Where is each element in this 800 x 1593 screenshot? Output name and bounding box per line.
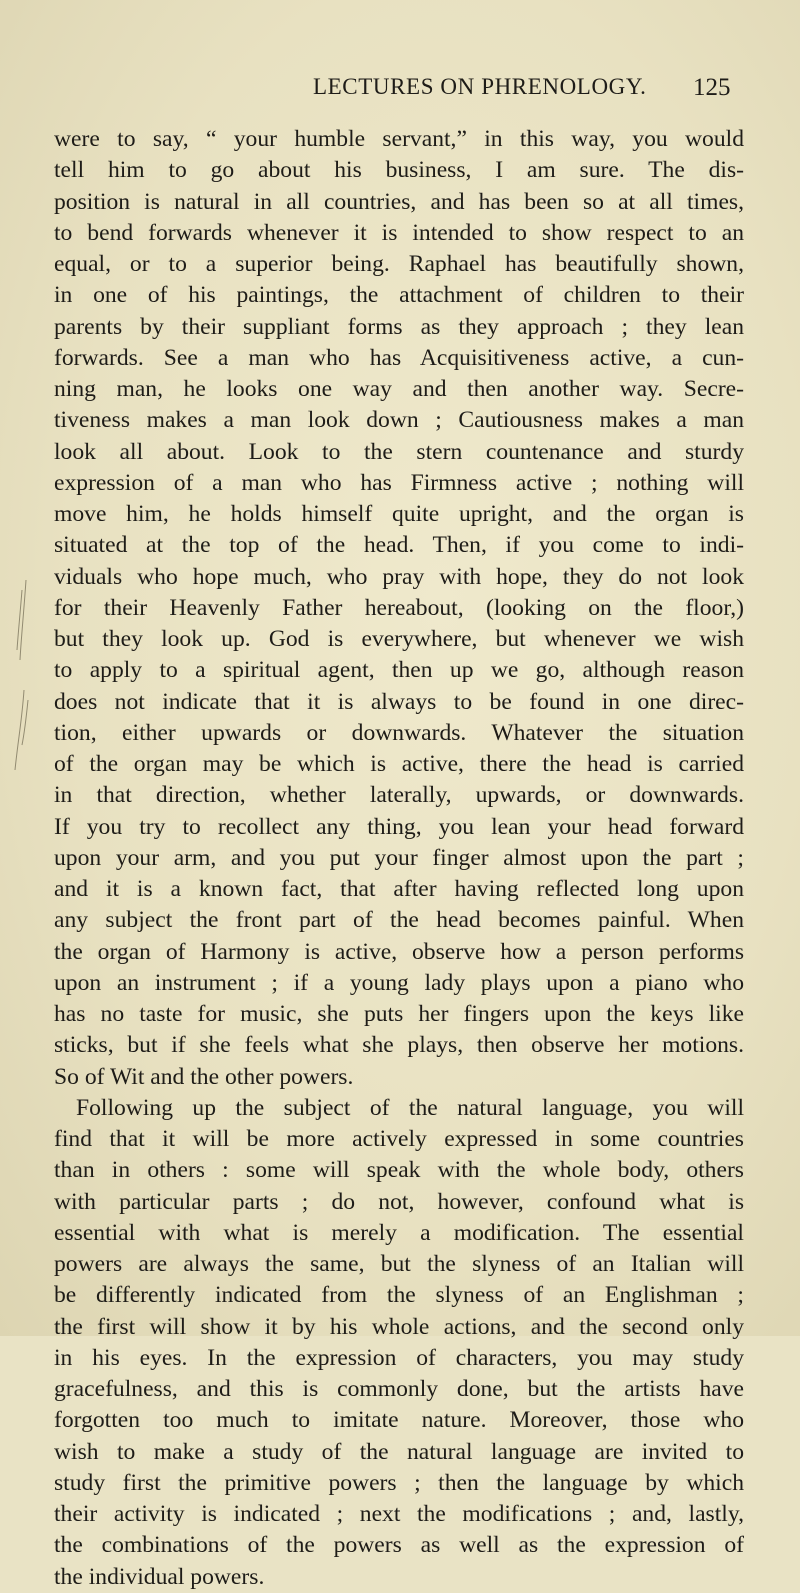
text-line: to apply to a spiritual agent, then up we go, although reason: [54, 657, 744, 684]
text-line: position is natural in all countries, and has been so at all times,: [54, 188, 744, 215]
pencil-margin-mark: [12, 570, 42, 810]
text-line: So of Wit and the other powers.: [54, 1063, 354, 1090]
running-head: [0, 72, 800, 106]
text-line: wish to make a study of the natural language are invited to: [54, 1438, 744, 1465]
text-line: upon your arm, and you put your finger almost upon the part ;: [54, 844, 744, 871]
text-line: in one of his paintings, the attachment of children to their: [54, 282, 744, 309]
text-line: viduals who hope much, who pray with hope, they do not look: [54, 563, 744, 590]
text-line: gracefulness, and this is commonly done, but the artists have: [54, 1376, 744, 1402]
text-line: move him, he holds himself quite upright, and the organ is: [54, 501, 744, 527]
running-title: LECTURES ON PHRENOLOGY.: [313, 74, 647, 99]
text-line: look all about. Look to the stern countenance and sturdy: [54, 438, 744, 465]
text-line: essential with what is merely a modification. The essential: [54, 1219, 744, 1246]
text-line: sticks, but if she feels what she plays, then observe her motions.: [54, 1032, 744, 1059]
text-line: parents by their suppliant forms as they approach ; they lean: [54, 313, 744, 340]
text-line: the first will show it by his whole actions, and the second only: [54, 1313, 744, 1340]
text-line: If you try to recollect any thing, you lean your head forward: [54, 813, 744, 840]
text-line: the organ of Harmony is active, observe how a person performs: [54, 938, 744, 965]
text-line: with particular parts ; do not, however, confound what is: [54, 1188, 744, 1215]
text-line: their activity is indicated ; next the modifications ; and, lastly,: [54, 1501, 744, 1527]
text-line: tell him to go about his business, I am sure. The dis-: [54, 157, 744, 184]
text-line: expression of a man who has Firmness active ; nothing will: [54, 469, 744, 496]
text-line: find that it will be more actively expressed in some countries: [54, 1126, 744, 1152]
text-line: any subject the front part of the head becomes painful. When: [54, 907, 744, 934]
text-line: tiveness makes a man look down ; Cautiousness makes a man: [54, 407, 744, 434]
text-line: upon an instrument ; if a young lady plays upon a piano who: [54, 969, 744, 996]
text-line: for their Heavenly Father hereabout, (looking on the floor,): [54, 594, 744, 621]
text-line: forgotten too much to imitate nature. Moreover, those who: [54, 1407, 744, 1434]
text-line: of the organ may be which is active, there the head is carried: [54, 751, 744, 777]
text-line: to bend forwards whenever it is intended to show respect to an: [54, 219, 744, 246]
text-line: the individual powers.: [54, 1563, 265, 1590]
text-line: and it is a known fact, that after having reflected long upon: [54, 876, 744, 902]
body-text: [54, 124, 744, 1593]
text-line: ning man, he looks one way and then another way. Secre-: [54, 376, 744, 402]
text-line: be differently indicated from the slyness of an Englishman ;: [54, 1282, 744, 1309]
text-line: in his eyes. In the expression of characters, you may study: [54, 1344, 744, 1371]
text-line: in that direction, whether laterally, upwards, or downwards.: [54, 782, 744, 809]
text-line: has no taste for music, she puts her fingers upon the keys like: [54, 1001, 744, 1027]
text-line: were to say, “ your humble servant,” in this way, you would: [54, 126, 744, 152]
text-line: situated at the top of the head. Then, if you come to indi-: [54, 532, 744, 559]
text-line: study first the primitive powers ; then the language by which: [54, 1469, 744, 1496]
text-line: forwards. See a man who has Acquisitiveness active, a cun-: [54, 344, 744, 371]
text-line: Following up the subject of the natural language, you will: [76, 1094, 744, 1121]
text-line: the combinations of the powers as well as the expression of: [54, 1532, 744, 1559]
text-line: does not indicate that it is always to be found in one direc-: [54, 688, 744, 715]
text-line: than in others : some will speak with the whole body, others: [54, 1157, 744, 1184]
text-line: equal, or to a superior being. Raphael has beautifully shown,: [54, 251, 744, 277]
page-number: 125: [693, 74, 731, 101]
text-line: tion, either upwards or downwards. Whatever the situation: [54, 719, 744, 746]
text-line: but they look up. God is everywhere, but whenever we wish: [54, 626, 744, 652]
text-line: powers are always the same, but the slyness of an Italian will: [54, 1251, 744, 1277]
